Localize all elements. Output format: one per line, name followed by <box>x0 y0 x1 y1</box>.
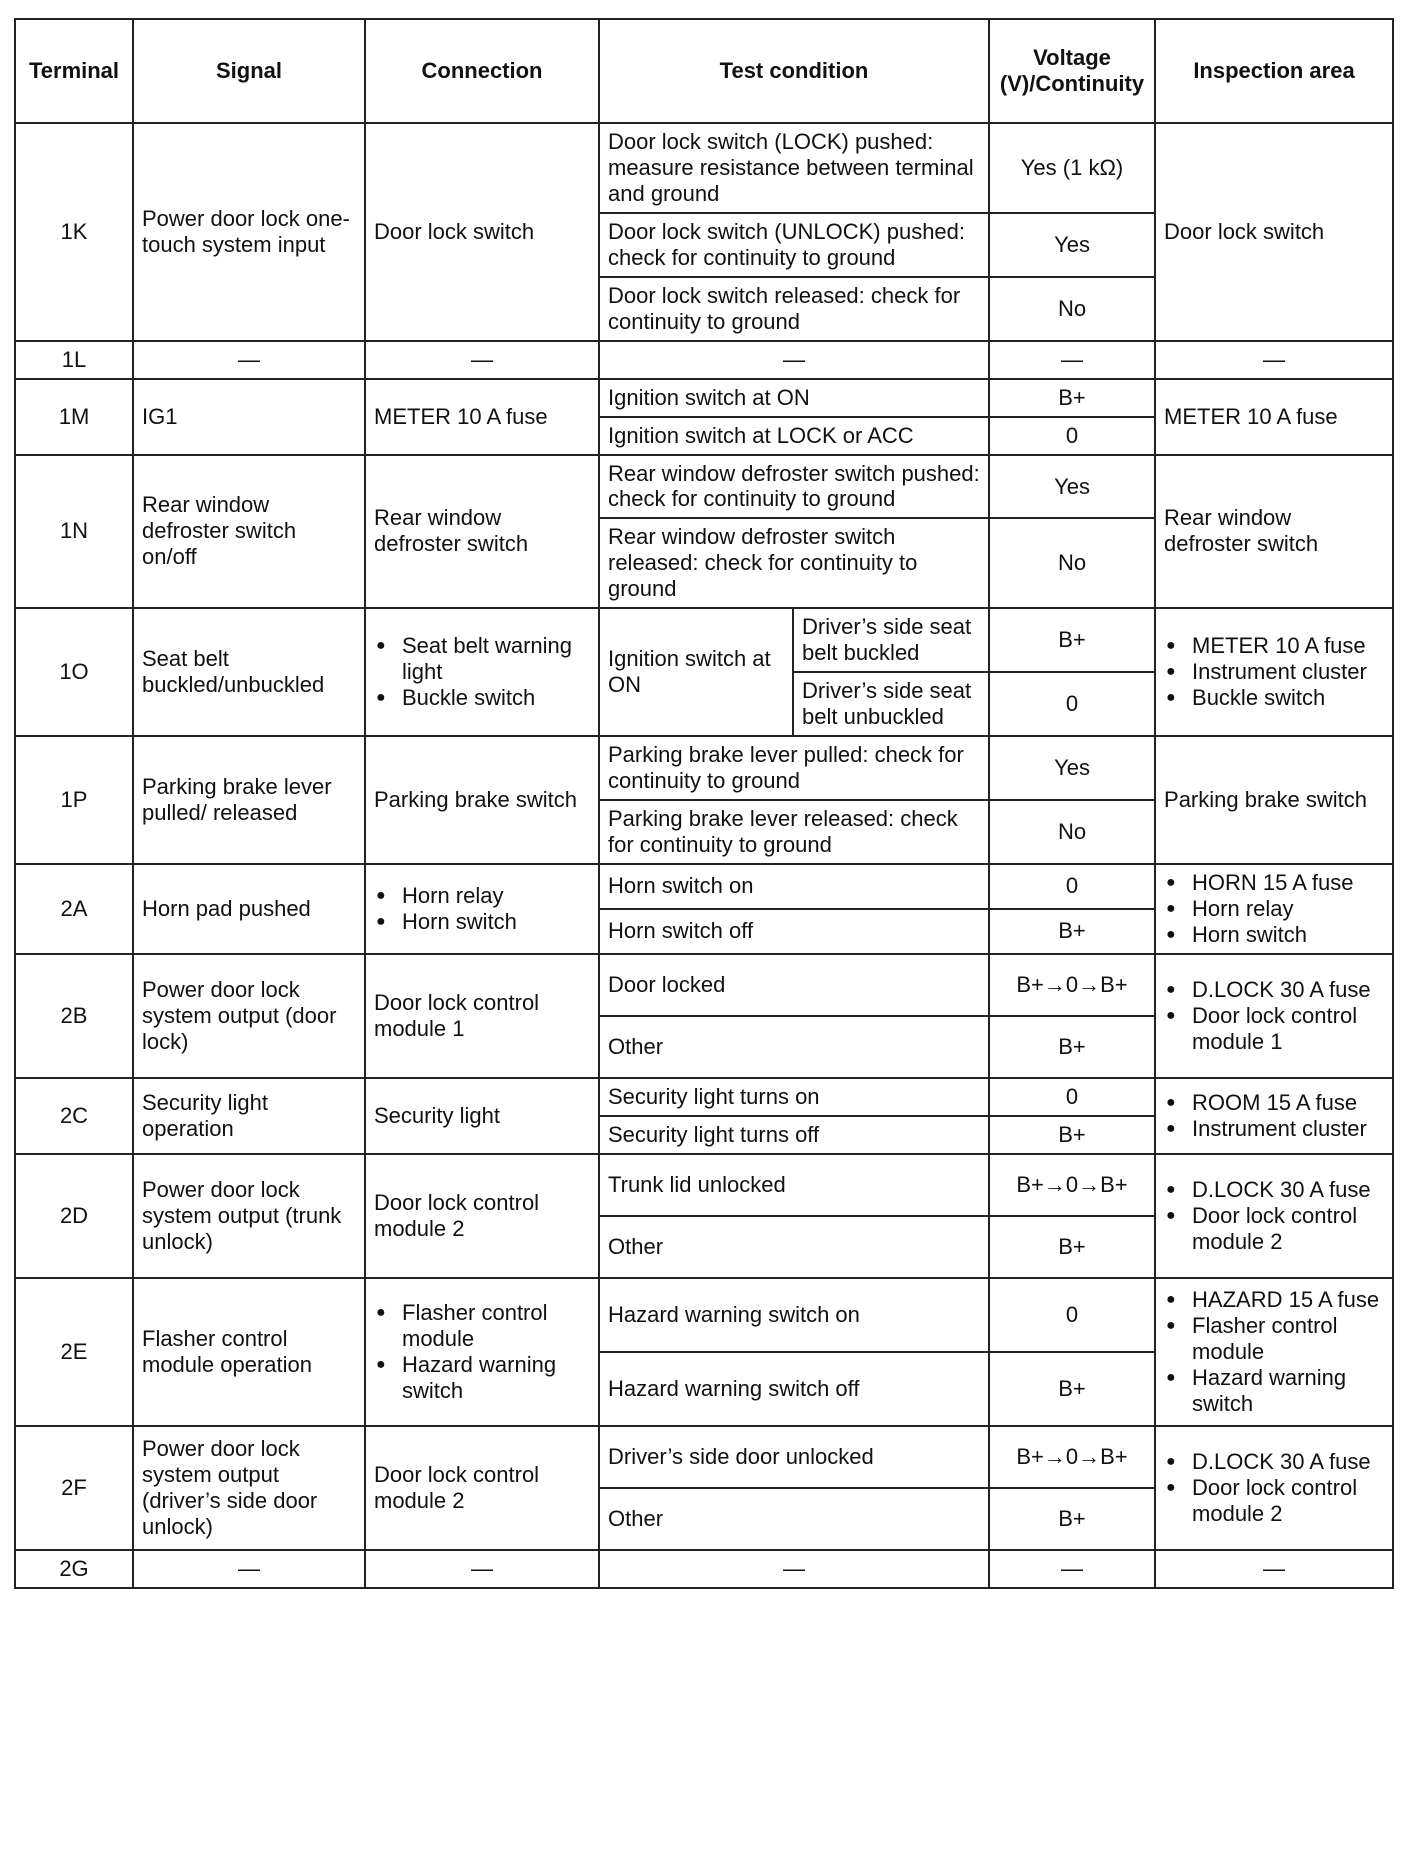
dash-cell: — <box>599 1550 989 1588</box>
inspection-item: ● Door lock control module 1 <box>1164 1003 1384 1055</box>
inspection-item: ● Door lock control module 2 <box>1164 1203 1384 1255</box>
dash-cell: — <box>599 341 989 379</box>
voltage-cell: B+→0→B+ <box>989 954 1155 1016</box>
signal-cell: Power door lock system output (door lock) <box>133 954 365 1078</box>
signal-cell: Power door lock system output (driver’s side door unlock) <box>133 1426 365 1550</box>
header-row <box>15 19 1393 123</box>
voltage-cell: B+→0→B+ <box>989 1426 1155 1488</box>
test-condition-cell: Security light turns off <box>599 1116 989 1154</box>
dash-cell: — <box>133 341 365 379</box>
inspection-list <box>1164 977 1384 1055</box>
terminal-cell: 2B <box>15 954 133 1078</box>
voltage-cell: No <box>989 800 1155 864</box>
header-test-condition: Test condition <box>599 19 989 123</box>
table-row <box>15 736 1393 800</box>
inspection-list <box>1164 1090 1384 1142</box>
signal-cell: Horn pad pushed <box>133 864 365 954</box>
voltage-cell: B+ <box>989 1016 1155 1078</box>
dash-cell: — <box>1155 341 1393 379</box>
voltage-cell: No <box>989 277 1155 341</box>
table-row <box>15 341 1393 379</box>
sub-condition-cell: Driver’s side seat belt buckled <box>793 608 989 672</box>
table-row <box>15 954 1393 1016</box>
voltage-cell: 0 <box>989 864 1155 909</box>
connection-cell: Rear window defroster switch <box>365 455 599 609</box>
inspection-item: ● HAZARD 15 A fuse <box>1164 1287 1384 1313</box>
connection-cell: Security light <box>365 1078 599 1154</box>
voltage-cell: B+ <box>989 379 1155 417</box>
inspection-cell <box>1155 954 1393 1078</box>
voltage-cell: 0 <box>989 417 1155 455</box>
test-condition-cell: Hazard warning switch on <box>599 1278 989 1352</box>
voltage-cell: B+→0→B+ <box>989 1154 1155 1216</box>
connection-item: ● Hazard warning switch <box>374 1352 590 1404</box>
connection-item: ● Buckle switch <box>374 685 590 711</box>
inspection-item: ● Door lock control module 2 <box>1164 1475 1384 1527</box>
voltage-cell: 0 <box>989 672 1155 736</box>
inspection-cell <box>1155 1078 1393 1154</box>
test-condition-cell: Horn switch off <box>599 909 989 954</box>
test-condition-cell: Driver’s side door unlocked <box>599 1426 989 1488</box>
signal-cell: Security light operation <box>133 1078 365 1154</box>
connection-cell <box>365 864 599 954</box>
voltage-cell: 0 <box>989 1278 1155 1352</box>
test-condition-cell: Parking brake lever released: check for continuity to ground <box>599 800 989 864</box>
inspection-list <box>1164 1177 1384 1255</box>
signal-cell: Power door lock one-touch system input <box>133 123 365 341</box>
inspection-cell: Door lock switch <box>1155 123 1393 341</box>
inspection-item: ● ROOM 15 A fuse <box>1164 1090 1384 1116</box>
test-condition-cell: Parking brake lever pulled: check for continuity to ground <box>599 736 989 800</box>
connection-item: ● Flasher control module <box>374 1300 590 1352</box>
terminal-inspection-table <box>14 18 1394 1589</box>
signal-cell: Rear window defroster switch on/off <box>133 455 365 609</box>
inspection-cell: METER 10 A fuse <box>1155 379 1393 455</box>
voltage-cell: Yes (1 kΩ) <box>989 123 1155 213</box>
header-connection: Connection <box>365 19 599 123</box>
connection-list <box>374 633 590 711</box>
test-condition-cell: Trunk lid unlocked <box>599 1154 989 1216</box>
inspection-cell <box>1155 864 1393 954</box>
test-condition-cell: Door lock switch (LOCK) pushed: measure resistance between terminal and ground <box>599 123 989 213</box>
table-row <box>15 379 1393 417</box>
test-condition-cell: Door lock switch (UNLOCK) pushed: check for continuity to ground <box>599 213 989 277</box>
inspection-cell <box>1155 1278 1393 1426</box>
header-terminal: Terminal <box>15 19 133 123</box>
table-row <box>15 1550 1393 1588</box>
connection-cell: Door lock control module 1 <box>365 954 599 1078</box>
inspection-item: ● METER 10 A fuse <box>1164 633 1384 659</box>
test-condition-cell: Other <box>599 1216 989 1278</box>
dash-cell: — <box>365 341 599 379</box>
voltage-cell: B+ <box>989 1216 1155 1278</box>
inspection-item: ● HORN 15 A fuse <box>1164 870 1384 896</box>
voltage-cell: Yes <box>989 455 1155 519</box>
voltage-cell: B+ <box>989 1352 1155 1426</box>
inspection-list <box>1164 633 1384 711</box>
connection-cell <box>365 608 599 736</box>
dash-cell: — <box>989 1550 1155 1588</box>
table-row <box>15 608 1393 672</box>
inspection-cell <box>1155 1154 1393 1278</box>
inspection-cell: Parking brake switch <box>1155 736 1393 864</box>
inspection-item: ● Instrument cluster <box>1164 659 1384 685</box>
signal-cell: Flasher control module operation <box>133 1278 365 1426</box>
signal-cell: Power door lock system output (trunk unlock) <box>133 1154 365 1278</box>
connection-cell: METER 10 A fuse <box>365 379 599 455</box>
connection-item: ● Seat belt warning light <box>374 633 590 685</box>
dash-cell: — <box>1155 1550 1393 1588</box>
inspection-item: ● Buckle switch <box>1164 685 1384 711</box>
connection-cell: Door lock switch <box>365 123 599 341</box>
dash-cell: — <box>133 1550 365 1588</box>
voltage-cell: Yes <box>989 213 1155 277</box>
signal-cell: Parking brake lever pulled/ released <box>133 736 365 864</box>
inspection-list <box>1164 870 1384 948</box>
dash-cell: — <box>989 341 1155 379</box>
test-condition-cell: Ignition switch at ON <box>599 379 989 417</box>
inspection-item: ● D.LOCK 30 A fuse <box>1164 977 1384 1003</box>
terminal-cell: 1M <box>15 379 133 455</box>
test-condition-cell: Other <box>599 1016 989 1078</box>
inspection-item: ● D.LOCK 30 A fuse <box>1164 1449 1384 1475</box>
inspection-cell: Rear window defroster switch <box>1155 455 1393 609</box>
terminal-cell: 1K <box>15 123 133 341</box>
voltage-cell: B+ <box>989 1488 1155 1550</box>
inspection-item: ● Hazard warning switch <box>1164 1365 1384 1417</box>
test-condition-cell: Door locked <box>599 954 989 1016</box>
terminal-cell: 2E <box>15 1278 133 1426</box>
table-row <box>15 1278 1393 1352</box>
connection-cell: Parking brake switch <box>365 736 599 864</box>
main-condition-cell: Ignition switch at ON <box>599 608 793 736</box>
signal-cell: IG1 <box>133 379 365 455</box>
connection-cell <box>365 1278 599 1426</box>
voltage-cell: B+ <box>989 1116 1155 1154</box>
test-condition-cell: Rear window defroster switch pushed: check for continuity to ground <box>599 455 989 519</box>
voltage-cell: 0 <box>989 1078 1155 1116</box>
inspection-cell <box>1155 608 1393 736</box>
terminal-cell: 2A <box>15 864 133 954</box>
terminal-cell: 2C <box>15 1078 133 1154</box>
terminal-cell: 2F <box>15 1426 133 1550</box>
header-inspection-area: Inspection area <box>1155 19 1393 123</box>
sub-condition-cell: Driver’s side seat belt unbuckled <box>793 672 989 736</box>
connection-cell: Door lock control module 2 <box>365 1154 599 1278</box>
table-row <box>15 455 1393 519</box>
terminal-cell: 1N <box>15 455 133 609</box>
table-row <box>15 1426 1393 1488</box>
terminal-cell: 1O <box>15 608 133 736</box>
table-row <box>15 864 1393 909</box>
voltage-cell: No <box>989 518 1155 608</box>
terminal-cell: 2G <box>15 1550 133 1588</box>
header-signal: Signal <box>133 19 365 123</box>
test-condition-cell: Hazard warning switch off <box>599 1352 989 1426</box>
test-condition-cell: Security light turns on <box>599 1078 989 1116</box>
table-row <box>15 123 1393 213</box>
dash-cell: — <box>365 1550 599 1588</box>
inspection-item: ● Horn switch <box>1164 922 1384 948</box>
test-condition-cell: Door lock switch released: check for continuity to ground <box>599 277 989 341</box>
inspection-item: ● Flasher control module <box>1164 1313 1384 1365</box>
inspection-list <box>1164 1287 1384 1417</box>
connection-cell: Door lock control module 2 <box>365 1426 599 1550</box>
inspection-item: ● Horn relay <box>1164 896 1384 922</box>
test-condition-cell: Other <box>599 1488 989 1550</box>
table-row <box>15 1078 1393 1116</box>
table-row <box>15 1154 1393 1216</box>
terminal-cell: 1L <box>15 341 133 379</box>
inspection-item: ● Instrument cluster <box>1164 1116 1384 1142</box>
test-condition-cell: Rear window defroster switch released: check for continuity to ground <box>599 518 989 608</box>
connection-list <box>374 1300 590 1404</box>
voltage-cell: Yes <box>989 736 1155 800</box>
connection-list <box>374 883 590 935</box>
signal-cell: Seat belt buckled/unbuckled <box>133 608 365 736</box>
terminal-cell: 2D <box>15 1154 133 1278</box>
header-voltage: Voltage (V)/Continuity <box>989 19 1155 123</box>
voltage-cell: B+ <box>989 608 1155 672</box>
inspection-cell <box>1155 1426 1393 1550</box>
voltage-cell: B+ <box>989 909 1155 954</box>
inspection-list <box>1164 1449 1384 1527</box>
terminal-cell: 1P <box>15 736 133 864</box>
test-condition-cell: Ignition switch at LOCK or ACC <box>599 417 989 455</box>
connection-item: ● Horn switch <box>374 909 590 935</box>
inspection-item: ● D.LOCK 30 A fuse <box>1164 1177 1384 1203</box>
test-condition-cell: Horn switch on <box>599 864 989 909</box>
connection-item: ● Horn relay <box>374 883 590 909</box>
